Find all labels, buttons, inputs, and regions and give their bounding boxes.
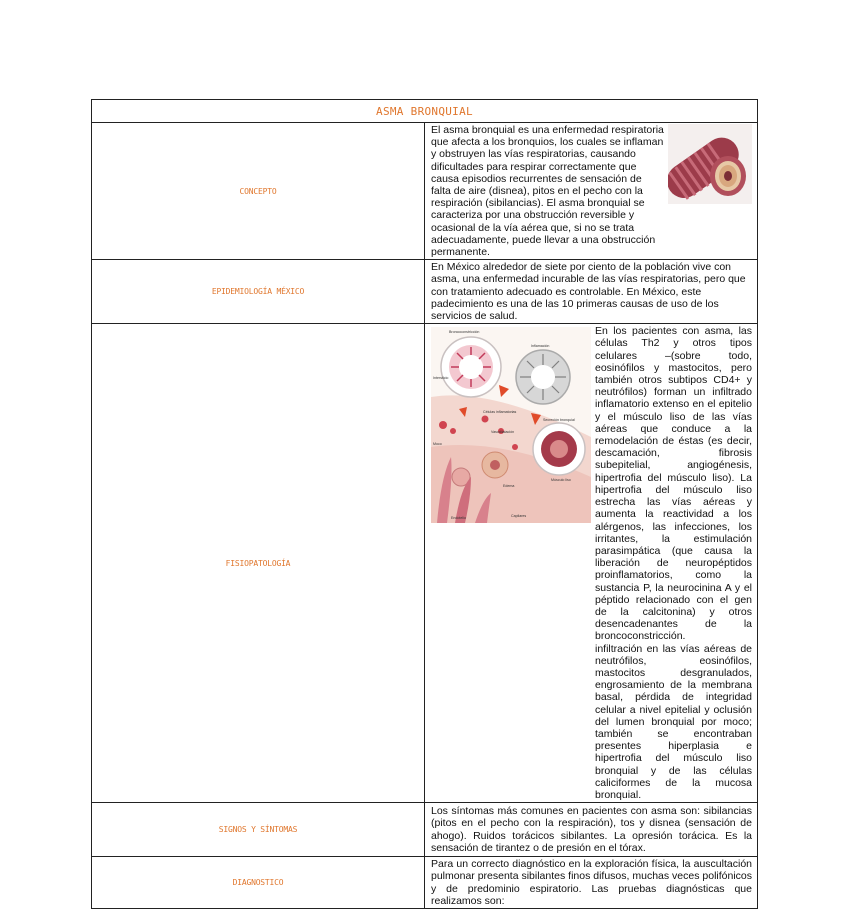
svg-text:Inflamación: Inflamación (531, 344, 550, 349)
row-label-fisiopatologia: FISIOPATOLOGÍA (92, 324, 425, 803)
svg-text:Secreción bronquial: Secreción bronquial (543, 418, 575, 423)
svg-text:Músculo liso: Músculo liso (551, 478, 571, 483)
table-title: ASMA BRONQUIAL (92, 100, 758, 123)
svg-text:Vasodilatación: Vasodilatación (491, 430, 515, 435)
svg-text:Células inflamatorias: Células inflamatorias (483, 410, 517, 415)
row-signos-sintomas (92, 803, 758, 857)
svg-text:Intersticio: Intersticio (433, 376, 449, 381)
bronchus-icon (668, 124, 752, 204)
title-row (92, 100, 758, 123)
row-fisiopatologia (92, 324, 758, 803)
asthma-table (91, 99, 758, 909)
asthma-pathophysiology-figure (431, 327, 591, 523)
svg-text:Moco: Moco (433, 442, 442, 447)
fisiopatologia-text-2: infiltración en las vías aéreas de neutrófilos, eosinófilos, mastocitos desgranulados, engrosamiento de la membrana basal, pérdida de integridad celular a nivel epitelial y oclusión del lumen bronquial por moco; también se encontraban presentes hiperplasia e hipertrofia del músculo liso bronquial y de las células caliciformes de la mucosa bronquial. (595, 642, 752, 801)
svg-text:Edema: Edema (503, 484, 515, 489)
fisiopatologia-text: En los pacientes con asma, las células Th2 y otros tipos celulares –(sobre todo, eosinófilos y mastocitos, pero también otros subtipos CD4+ y neutrófilos) forman un infiltrado inflamatorio extenso en el epitelio y el músculo liso de las vías aéreas que conduce a la remodelación de éstas (es decir, descamación, fibrosis subepitelial, angiogénesis, hipertrofia del músculo liso). La hipertrofia del músculo liso estrecha las vías aéreas y aumenta la reactividad a los alérgenos, las infecciones, los irritantes, la estimulación parasimpática (que causa la liberación de neuropéptidos proinflamatorios, como la sustancia P, la neurocinina A y el péptido relacionado con el gen de la calcitonina) y otros desencadenantes de la broncoconstricción. (595, 325, 752, 643)
svg-text:Broncoconstricción: Broncoconstricción (449, 330, 480, 335)
signos-sintomas-text: Los síntomas más comunes en pacientes con asma son: sibilancias (pitos en el pecho con la respiración), tos y disnea (sensación de ahogo). Ruidos torácicos sibilantes. La opresión torácica. Es la sensación de tirantez o de presión en el tórax. (425, 803, 758, 857)
row-label-signos-sintomas: SIGNOS Y SÍNTOMAS (92, 803, 425, 857)
row-label-concepto: CONCEPTO (92, 123, 425, 260)
row-label-diagnostico: DIAGNOSTICO (92, 857, 425, 909)
concepto-text: El asma bronquial es una enfermedad respiratoria que afecta a los bronquios, los cuales se inflaman y obstruyen las vías respiratorias, causando dificultades para respirar correctamente que causa episodios recurrentes de sensación de falta de aire (disnea), pitos en el pecho con la respiración (sibilancias). El asma bronquial se caracteriza por una obstrucción reversible y ocasional de la vía aérea que, si no se trata adecuadamente, puede llevar a una obstrucción permanente. (431, 124, 664, 259)
svg-text:Endotelio: Endotelio (451, 516, 466, 521)
row-concepto (92, 123, 758, 260)
diagnostico-text: Para un correcto diagnóstico en la exploración física, la auscultación pulmonar presenta sibilantes finos difusos, muchas veces polifónicos y de predominio espiratorio. Las pruebas diagnósticas que realizamos son: (425, 857, 758, 909)
epidemiologia-text: En México alrededor de siete por ciento de la población vive con asma, una enfermedad incurable de las vías respiratorias, pero que con tratamiento adecuado es controlable. En México, este padecimiento es una de las 10 primeras causas de uso de los servicios de salud. (425, 260, 758, 324)
row-label-epidemiologia: EPIDEMIOLOGÍA MÉXICO (92, 260, 425, 324)
row-epidemiologia (92, 260, 758, 324)
svg-text:Capilares: Capilares (511, 514, 527, 519)
row-diagnostico (92, 857, 758, 909)
